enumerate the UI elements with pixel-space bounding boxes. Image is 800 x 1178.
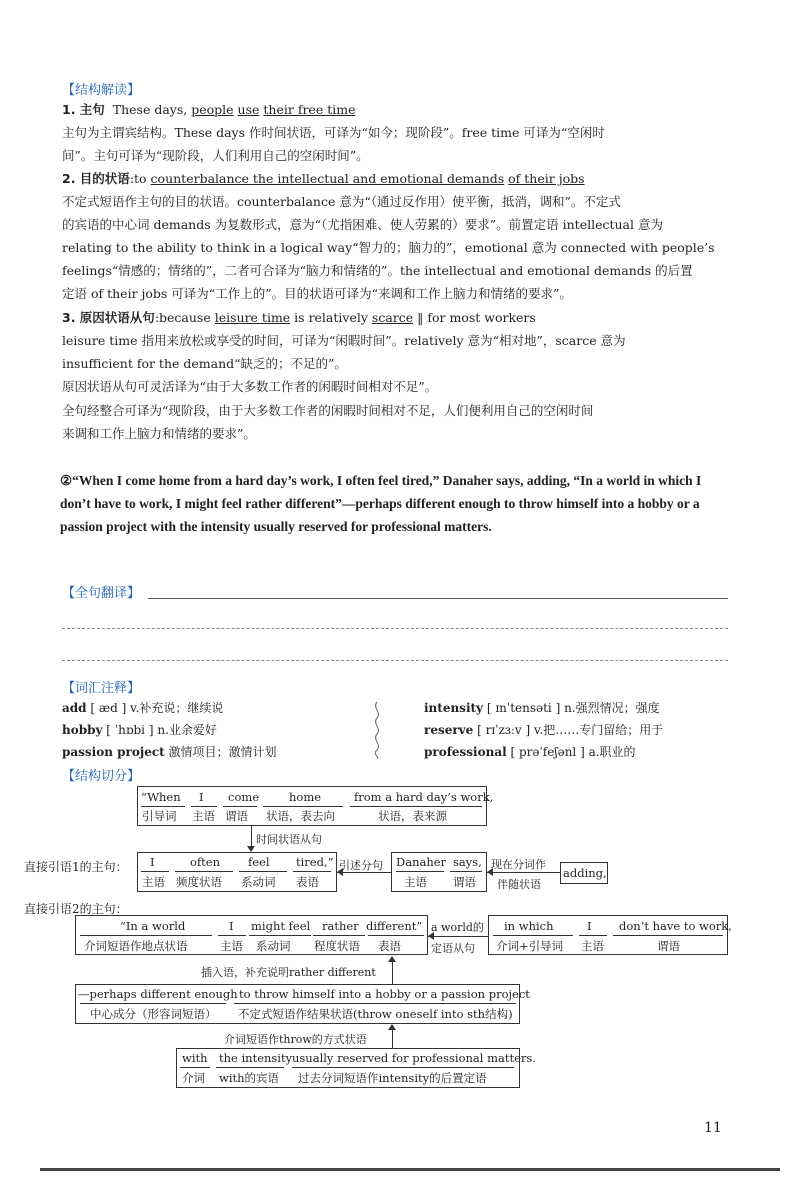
row1-word-5: from a hard day’s work,	[354, 790, 494, 804]
vocab-word: professional	[424, 745, 507, 759]
row4-word-5: different”	[366, 919, 423, 933]
answer-line-3[interactable]	[62, 660, 728, 661]
row4-word-1: “In a world	[120, 919, 186, 933]
vocab-def: [ ˈhɒbi ] n.业余爱好	[102, 723, 217, 737]
purpose-p4: feelings“情感的；情绪的”，二者可合译为“脑力和情绪的”。the intellectual and emotional demands 的后置	[62, 263, 693, 278]
row4-tag-3: 系动词	[256, 939, 291, 953]
main-clause-p2: 间”。主句可译为“现阶段，人们利用自己的空闲时间”。	[62, 148, 369, 163]
time-clause-note: 时间状语从句	[256, 833, 322, 846]
insert-note: 插入语，补充说明rather different	[201, 966, 376, 979]
row3-tag-2: 谓语	[453, 875, 476, 889]
answer-line-1[interactable]	[148, 598, 728, 599]
reason-line	[62, 309, 536, 326]
row2-tag-3: 系动词	[241, 875, 276, 889]
vocab-def: [ ɪnˈtensəti ] n.强烈情况；强度	[483, 701, 660, 715]
row5-word-2: I	[587, 919, 592, 933]
row4-word-2: I	[229, 919, 234, 933]
purpose-p2: 的宾语的中心词 demands 为复数形式，意为“（尤指困难、使人劳累的）要求”。前置定语 intellectual 意为	[62, 217, 663, 232]
row5-tag-2: 主语	[581, 939, 604, 953]
row6-word-1: —perhaps different enough	[78, 987, 238, 1001]
quote2-label: 直接引语2的主句：	[24, 902, 128, 916]
row2-word-3: feel	[248, 855, 270, 869]
vocab-word: add	[62, 701, 87, 715]
row4-tag-1: 介词短语作地点状语	[84, 939, 188, 953]
row1-word-3: come	[228, 790, 260, 804]
manner-note: 介词短语作throw的方式状语	[224, 1033, 367, 1046]
row5-word-3: don’t have to work,	[619, 919, 732, 933]
row2-tag-1: 主语	[142, 875, 165, 889]
vocab-divider-icon	[370, 700, 384, 760]
participle-note-2: 伴随状语	[497, 878, 541, 891]
row1-word-4: home	[289, 790, 322, 804]
row1-tag-1: 引导词	[142, 809, 177, 823]
main-clause-en-2: people	[191, 102, 234, 117]
vocab-left-1	[62, 699, 223, 716]
reason-en-3: is relatively	[290, 310, 372, 325]
row1-word-1: “When	[141, 790, 181, 804]
vocab-left-2	[62, 721, 217, 738]
purpose-en-2: counterbalance	[150, 171, 249, 186]
row4-word-3: might feel	[251, 919, 311, 933]
row4-word-4: rather	[322, 919, 359, 933]
vocab-def: 激情项目；激情计划	[164, 745, 277, 759]
row3-tag-1: 主语	[404, 875, 427, 889]
purpose-en-4: demands	[447, 171, 505, 186]
purpose-en-3: the intellectual and emotional	[248, 171, 447, 186]
vocab-def: [ prəˈfeʃənl ] a.职业的	[506, 745, 636, 759]
row1-word-2: I	[199, 790, 204, 804]
reason-en-5: ‖ for most workers	[413, 310, 536, 325]
row1-tag-4: 状语，表去向	[266, 809, 335, 823]
row7-word-1: with	[182, 1051, 208, 1065]
structure-heading: 【结构解读】	[62, 83, 141, 98]
vocab-right-1	[424, 699, 660, 716]
row2-word-1: I	[150, 855, 155, 869]
vocab-word: hobby	[62, 723, 103, 737]
row3-word-1: Danaher	[396, 855, 447, 869]
reason-en-1: :because	[154, 310, 215, 325]
adding-word: adding,	[563, 866, 607, 880]
reason-p3: 原因状语从句可灵活译为“由于大多数工作者的闲暇时间相对不足”。	[62, 379, 438, 394]
row1-tag-3: 谓语	[225, 809, 248, 823]
attr-clause-note-2: 定语从句	[431, 942, 475, 955]
row4-tag-2: 主语	[220, 939, 243, 953]
main-clause-p1: 主句为主谓宾结构。These days 作时间状语，可译为“如今；现阶段”。free time 可译为“空闲时	[62, 125, 605, 140]
main-clause-en-3: use	[237, 102, 260, 117]
row3-word-2: says,	[453, 855, 482, 869]
answer-line-2[interactable]	[62, 628, 728, 629]
reason-en-2: leisure time	[214, 310, 291, 325]
purpose-line	[62, 170, 585, 187]
question-body: “When I come home from a hard day’s work, I often feel tired,” Danaher says, adding, “In a world in which I don’t have to work, I might feel rather different”—perhaps different enough to throw himself into a hobby or a passion project with the intensity usually reserved for professional matters.	[60, 473, 702, 534]
attr-clause-note-1: a world的	[431, 921, 484, 934]
vocab-def: [ æd ] v.补充说；继续说	[86, 701, 224, 715]
row7-word-2: the intensity	[219, 1051, 293, 1065]
diagram-heading: 【结构切分】	[62, 769, 141, 784]
row2-tag-4: 表语	[296, 875, 319, 889]
vocab-heading: 【词汇注释】	[62, 681, 141, 696]
intro-clause-note: 引述分句	[339, 859, 383, 872]
main-clause-en-4: their free time	[263, 102, 356, 117]
row2-tag-2: 频度状语	[176, 875, 222, 889]
main-clause-en-1: These days,	[112, 102, 188, 117]
quote1-label: 直接引语1的主句：	[24, 860, 128, 874]
vocab-right-3	[424, 743, 636, 760]
reason-label: 3. 原因状语从句	[62, 310, 155, 325]
question-number: ②	[60, 473, 73, 488]
vocab-word: reserve	[424, 723, 474, 737]
question-text	[60, 469, 720, 538]
row7-tag-2: with的宾语	[219, 1071, 280, 1085]
vocab-right-2	[424, 721, 663, 738]
row6-tag-2: 不定式短语作结果状语(throw oneself into sth结构)	[238, 1007, 513, 1021]
vocab-left-3	[62, 743, 277, 760]
purpose-p1: 不定式短语作主句的目的状语。counterbalance 意为“（通过反作用）使平衡，抵消，调和”。不定式	[62, 194, 621, 209]
vocab-word: intensity	[424, 701, 484, 715]
full-p2: 来调和工作上脑力和情绪的要求”。	[62, 426, 256, 441]
row5-word-1: in which	[504, 919, 554, 933]
purpose-en-6: of their jobs	[508, 171, 585, 186]
row6-tag-1: 中心成分（形容词短语）	[90, 1007, 217, 1021]
participle-note: 现在分词作	[491, 858, 546, 871]
row2-word-4: tired,”	[296, 855, 334, 869]
row4-tag-4: 程度状语	[314, 939, 360, 953]
vocab-word: passion project	[62, 745, 165, 759]
vocab-def: [ rɪˈzɜːv ] v.把……专门留给；用于	[473, 723, 664, 737]
row7-tag-1: 介词	[182, 1071, 205, 1085]
row1-tag-2: 主语	[192, 809, 215, 823]
row1-tag-5: 状语，表来源	[378, 809, 447, 823]
purpose-p3: relating to the ability to think in a logical way“智力的；脑力的”，emotional 意为 connected with people’s	[62, 240, 715, 255]
reason-p2: insufficient for the demand“缺乏的；不足的”。	[62, 356, 347, 371]
reason-en-4: scarce	[371, 310, 414, 325]
row2-word-2: often	[190, 855, 221, 869]
row7-tag-3: 过去分词短语作intensity的后置定语	[298, 1071, 487, 1085]
translate-heading: 【全句翻译】	[62, 586, 141, 601]
main-clause-line	[62, 101, 355, 118]
main-clause-label: 1. 主句	[62, 102, 105, 117]
page-number: 11	[704, 1120, 722, 1136]
footer-rule	[40, 1168, 780, 1171]
row7-word-3: usually reserved for professional matters.	[292, 1051, 536, 1065]
row5-tag-1: 介词+引导词	[496, 939, 564, 953]
full-p1: 全句经整合可译为“现阶段，由于大多数工作者的闲暇时间相对不足，人们便利用自己的空闲时间	[62, 403, 594, 418]
row6-word-2: to throw himself into a hobby or a passion project	[239, 987, 530, 1001]
purpose-en-1: :to	[129, 171, 151, 186]
reason-p1: leisure time 指用来放松或享受的时间，可译为“闲暇时间”。relatively 意为“相对地”，scarce 意为	[62, 333, 626, 348]
purpose-p5: 定语 of their jobs 可译为“工作上的”。目的状语可译为“来调和工作上脑力和情绪的要求”。	[62, 286, 572, 301]
row5-tag-3: 谓语	[657, 939, 680, 953]
row4-tag-5: 表语	[378, 939, 401, 953]
purpose-label: 2. 目的状语	[62, 171, 130, 186]
